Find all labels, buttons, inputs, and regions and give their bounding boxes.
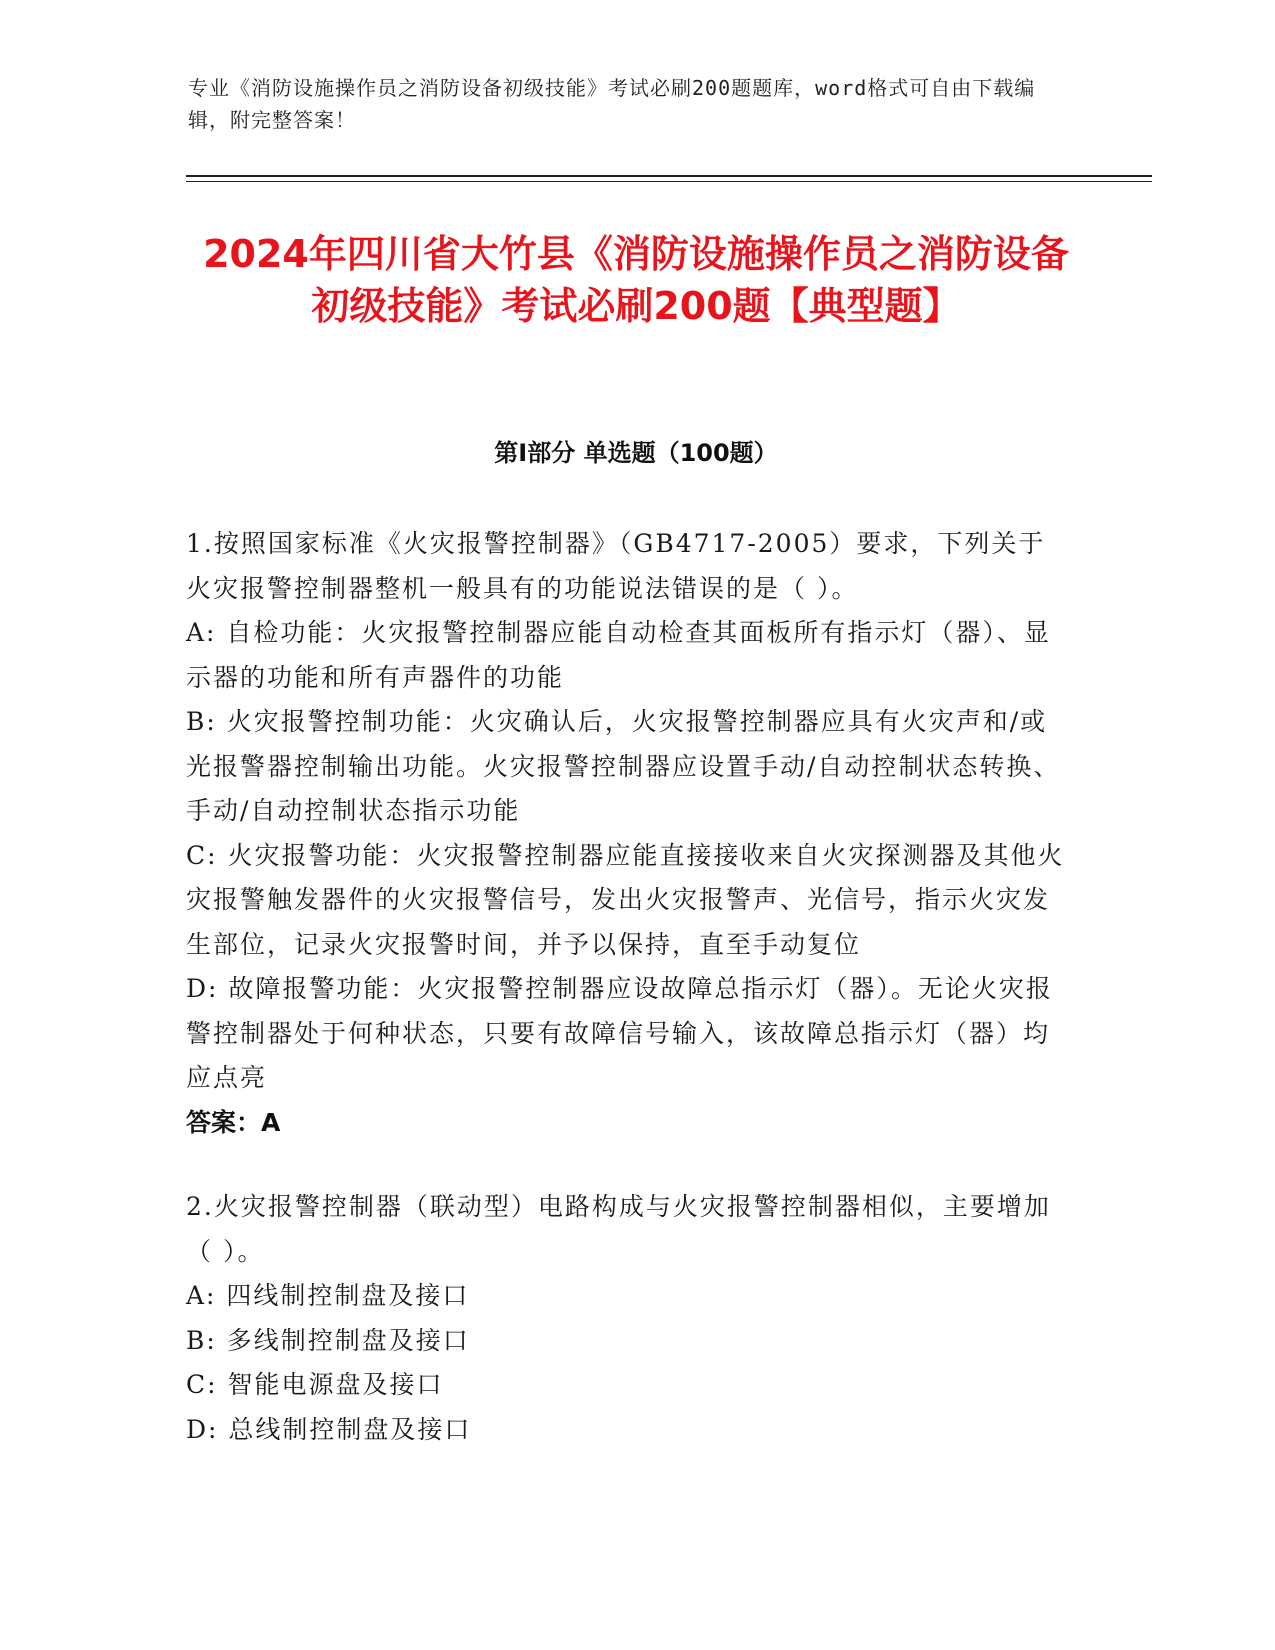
header-rule-thin [186,181,1152,182]
document-title: 2024年四川省大竹县《消防设施操作员之消防设备初级技能》考试必刷200题【典型题】 [203,232,1069,328]
question-list [186,522,1066,1492]
option-c: C: 智能电源盘及接口 [186,1370,444,1399]
option-b: B: 多线制控制盘及接口 [186,1325,470,1355]
header-note: 专业《消防设施操作员之消防设备初级技能》考试必刷200题题库，word格式可自由下载编辑，附完整答案！ [188,76,1036,132]
option-b: B: 火灾报警控制功能：火灾确认后，火灾报警控制器应具有火灾声和/或光报警器控制输出功能。火灾报警控制器应设置手动/自动控制状态转换、手动/自动控制状态指示功能 [186,707,1061,825]
option-d: D: 故障报警功能：火灾报警控制器应设故障总指示灯（器）。无论火灾报警控制器处于何种状态，只要有故障信号输入，该故障总指示灯（器）均应点亮 [186,974,1053,1092]
question-stem: 2.火灾报警控制器（联动型）电路构成与火灾报警控制器相似，主要增加（ ）。 [186,1192,1051,1266]
option-a: A: 自检功能：火灾报警控制器应能自动检查其面板所有指示灯（器）、显示器的功能和所有声器件的功能 [186,618,1051,692]
option-a: A: 四线制控制盘及接口 [186,1281,470,1310]
answer: 答案：A [186,1107,281,1137]
question-stem: 1.按照国家标准《火灾报警控制器》（GB4717-2005）要求，下列关于火灾报警控制器整机一般具有的功能说法错误的是（ ）。 [186,529,1046,603]
question-2 [186,1185,1066,1452]
section-title: 第I部分 单选题（100题） [494,439,778,467]
question-1 [186,522,1066,1145]
option-d: D: 总线制控制盘及接口 [186,1414,472,1444]
header-rule-thick [186,175,1152,177]
option-c: C: 火灾报警功能：火灾报警控制器应能直接接收来自火灾探测器及其他火灾报警触发器件的火灾报警信号，发出火灾报警声、光信号，指示火灾发生部位，记录火灾报警时间，并予以保持，直至手动复位 [186,840,1065,959]
